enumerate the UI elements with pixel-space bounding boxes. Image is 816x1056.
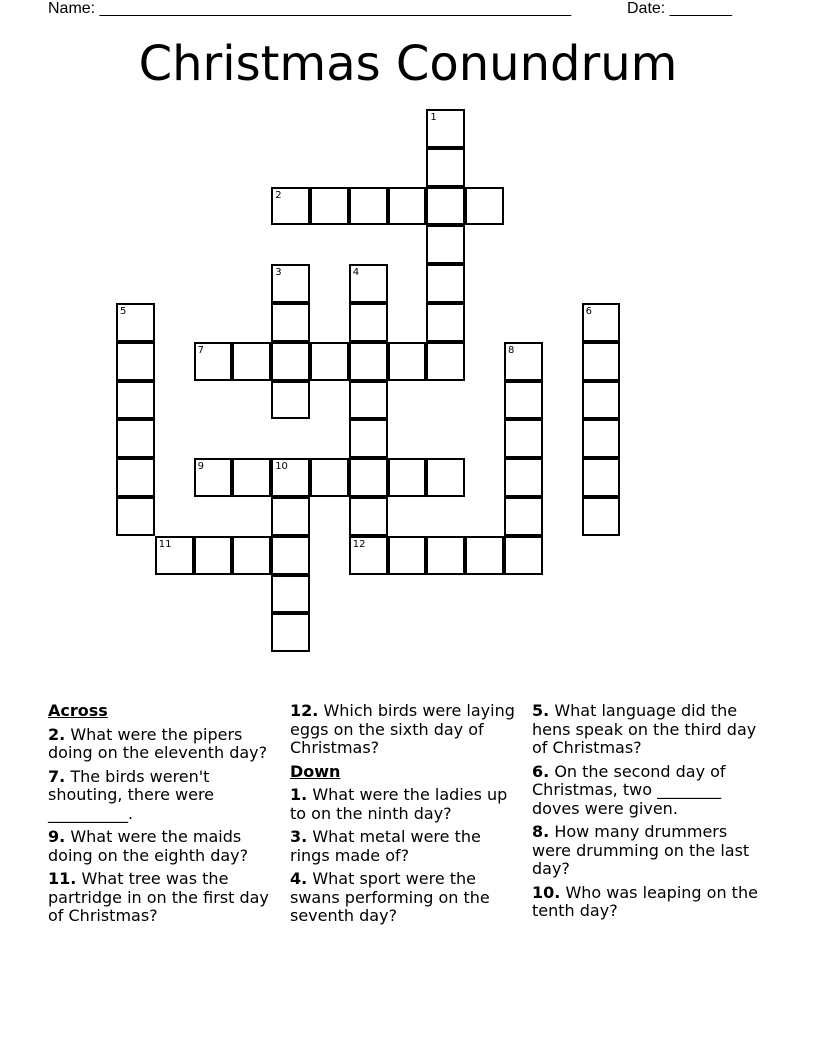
clue-text: What language did the hens speak on the third day of Christmas? <box>532 701 757 757</box>
grid-cell[interactable] <box>504 497 543 536</box>
clues-column-2 <box>290 702 518 931</box>
grid-cell[interactable] <box>349 381 388 420</box>
clue-number: 3. <box>290 827 308 846</box>
grid-cell[interactable] <box>349 342 388 381</box>
grid-cell[interactable] <box>582 381 621 420</box>
clue-down-3 <box>290 828 518 865</box>
date-label: Date: <box>627 0 666 17</box>
grid-cell[interactable] <box>116 342 155 381</box>
grid-cell[interactable] <box>349 536 388 575</box>
across-heading: Across <box>48 701 108 720</box>
clue-number: 10. <box>532 882 561 902</box>
grid-cell[interactable] <box>194 536 233 575</box>
clue-down-6 <box>532 763 760 819</box>
clue-text: What were the maids doing on the eighth day? <box>48 827 249 865</box>
grid-cell[interactable] <box>310 342 349 381</box>
grid-cell[interactable] <box>349 264 388 303</box>
grid-cell[interactable] <box>349 497 388 536</box>
name-line[interactable]: _____________________________________________________ <box>99 0 572 17</box>
clue-text: The birds weren't shouting, there were __________. <box>48 766 215 823</box>
clue-text: Which birds were laying eggs on the sixth day of Christmas? <box>290 701 515 757</box>
clue-text: What metal were the rings made of? <box>290 827 481 865</box>
clue-text: What sport were the swans performing on the seventh day? <box>290 869 490 925</box>
clue-number: 8. <box>532 822 550 841</box>
grid-cell[interactable] <box>271 342 310 381</box>
grid-cell[interactable] <box>310 458 349 497</box>
clue-text: What were the pipers doing on the eleventh day? <box>48 724 268 762</box>
grid-cell[interactable] <box>504 536 543 575</box>
grid-cell[interactable] <box>426 342 465 381</box>
grid-cell[interactable] <box>582 303 621 342</box>
grid-cell[interactable] <box>271 497 310 536</box>
grid-cell[interactable] <box>582 458 621 497</box>
grid-cell[interactable] <box>504 419 543 458</box>
cell-number: 9 <box>197 461 204 473</box>
grid-cell[interactable] <box>232 458 271 497</box>
grid-cell[interactable] <box>116 458 155 497</box>
grid-cell[interactable] <box>426 264 465 303</box>
clue-text: On the second day of Christmas, two ________ doves were given. <box>532 761 726 818</box>
grid-cell[interactable] <box>582 497 621 536</box>
grid-cell[interactable] <box>426 458 465 497</box>
grid-cell[interactable] <box>232 536 271 575</box>
grid-cell[interactable] <box>426 303 465 342</box>
grid-cell[interactable] <box>116 381 155 420</box>
grid-cell[interactable] <box>155 536 194 575</box>
clue-text: What tree was the partridge in on the first day of Christmas? <box>48 869 269 925</box>
clue-number: 11. <box>48 869 77 888</box>
grid-cell[interactable] <box>504 458 543 497</box>
clue-number: 1. <box>290 785 308 804</box>
grid-cell[interactable] <box>349 458 388 497</box>
clue-across-2 <box>48 726 276 763</box>
grid-cell[interactable] <box>232 342 271 381</box>
cell-number: 2 <box>275 189 282 201</box>
date-line[interactable]: _______ <box>669 0 732 17</box>
grid-cell[interactable] <box>194 458 233 497</box>
grid-cell[interactable] <box>349 419 388 458</box>
grid-cell[interactable] <box>271 458 310 497</box>
cell-number: 11 <box>158 538 172 550</box>
clue-down-1 <box>290 786 518 823</box>
grid-cell[interactable] <box>271 575 310 614</box>
clue-down-10 <box>532 884 760 921</box>
clue-text: How many drummers were drumming on the last day? <box>532 822 750 878</box>
clue-across-12 <box>290 702 518 758</box>
clue-down-8 <box>532 823 760 879</box>
grid-cell[interactable] <box>271 381 310 420</box>
grid-cell[interactable] <box>388 458 427 497</box>
clue-across-9 <box>48 828 276 865</box>
grid-cell[interactable] <box>426 148 465 187</box>
grid-cell[interactable] <box>271 303 310 342</box>
clues-column-3 <box>532 702 760 926</box>
grid-cell[interactable] <box>388 342 427 381</box>
grid-cell[interactable] <box>465 536 504 575</box>
clue-number: 6. <box>532 761 550 781</box>
grid-cell[interactable] <box>116 497 155 536</box>
clues-column-1 <box>48 702 276 931</box>
grid-cell[interactable] <box>116 419 155 458</box>
name-label: Name: <box>48 0 96 17</box>
clue-number: 9. <box>48 827 66 846</box>
cell-number: 12 <box>352 538 366 550</box>
grid-cell[interactable] <box>271 187 310 226</box>
cell-number: 4 <box>352 267 360 279</box>
grid-cell[interactable] <box>271 264 310 303</box>
cell-number: 10 <box>275 461 288 473</box>
grid-cell[interactable] <box>426 225 465 264</box>
clue-across-11 <box>48 870 276 926</box>
grid-cell[interactable] <box>349 187 388 226</box>
grid-cell[interactable] <box>426 187 465 226</box>
grid-cell[interactable] <box>310 187 349 226</box>
down-heading: Down <box>290 761 341 781</box>
cell-number: 8 <box>508 344 515 356</box>
cell-number: 5 <box>120 306 127 317</box>
clue-text: What were the ladies up to on the ninth day? <box>290 785 508 823</box>
cell-number: 6 <box>585 306 592 317</box>
clue-number: 12. <box>290 701 319 720</box>
page-title: Christmas Conundrum <box>138 36 678 92</box>
clue-number: 7. <box>48 766 66 786</box>
grid-cell[interactable] <box>504 342 543 381</box>
grid-cell[interactable] <box>388 536 427 575</box>
grid-cell[interactable] <box>116 303 155 342</box>
grid-cell[interactable] <box>349 303 388 342</box>
clue-number: 4. <box>290 869 308 888</box>
grid-cell[interactable] <box>465 187 504 226</box>
grid-cell[interactable] <box>504 381 543 420</box>
clue-down-5 <box>532 702 760 758</box>
clue-number: 2. <box>48 724 66 744</box>
clue-across-7 <box>48 768 276 824</box>
grid-cell[interactable] <box>582 419 621 458</box>
clue-down-4 <box>290 870 518 926</box>
clue-number: 5. <box>532 701 550 720</box>
grid-cell[interactable] <box>271 536 310 575</box>
grid-cell[interactable] <box>582 342 621 381</box>
grid-cell[interactable] <box>426 109 465 148</box>
cell-number: 3 <box>275 267 282 279</box>
grid-cell[interactable] <box>426 536 465 575</box>
grid-cell[interactable] <box>388 187 427 226</box>
cell-number: 7 <box>197 344 204 356</box>
grid-cell[interactable] <box>194 342 233 381</box>
grid-cell[interactable] <box>271 613 310 652</box>
cell-number: 1 <box>430 112 437 123</box>
clue-text: Who was leaping on the tenth day? <box>532 882 758 920</box>
